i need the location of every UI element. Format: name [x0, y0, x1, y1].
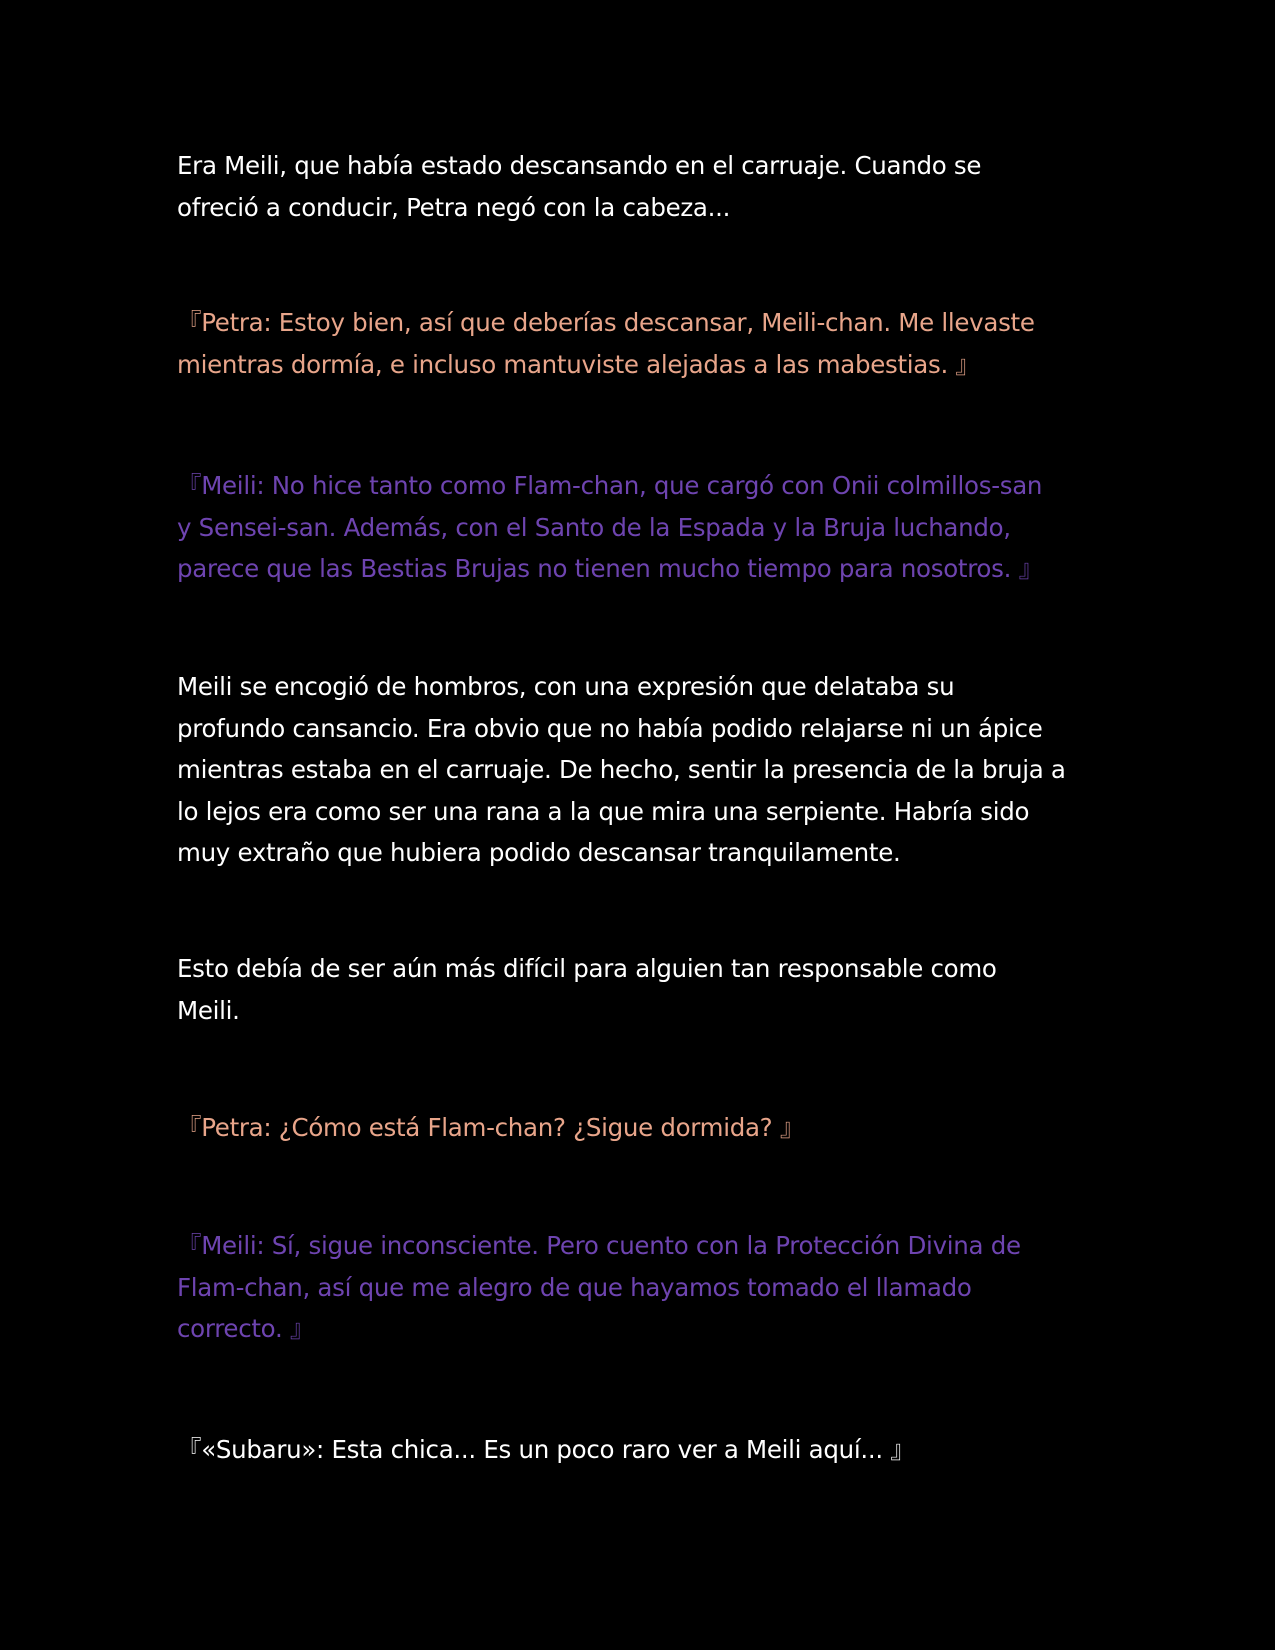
text-line: 『Meili: No hice tanto como Flam-chan, que cargó con Onii colmillos-san	[177, 471, 1043, 500]
petra-dialogue	[177, 1107, 1107, 1149]
meili-dialogue	[177, 1225, 1107, 1350]
document-page	[177, 0, 1107, 1650]
text-line: mientras dormía, e incluso mantuviste alejadas a las mabestias. 』	[177, 349, 980, 379]
narration-paragraph	[177, 666, 1107, 874]
subaru-dialogue	[177, 1429, 1107, 1471]
petra-dialogue	[177, 302, 1107, 385]
text-line: 『Petra: ¿Cómo está Flam-chan? ¿Sigue dormida? 』	[177, 1113, 805, 1142]
text-line: y Sensei-san. Además, con el Santo de la Espada y la Bruja luchando,	[177, 512, 1011, 542]
text-line: lo lejos era como ser una rana a la que mira una serpiente. Habría sido	[177, 796, 1030, 826]
text-line: 『«Subaru»: Esta chica... Es un poco raro ver a Meili aquí... 』	[177, 1435, 915, 1464]
narration-paragraph	[177, 948, 1107, 1031]
text-line: parece que las Bestias Brujas no tienen mucho tiempo para nosotros. 』	[177, 554, 1043, 583]
narration-paragraph	[177, 145, 1107, 228]
text-line: ofreció a conducir, Petra negó con la cabeza...	[177, 192, 731, 222]
text-line: Meili se encogió de hombros, con una expresión que delataba su	[177, 672, 955, 701]
text-line: correcto. 』	[177, 1314, 315, 1343]
text-line: Flam-chan, así que me alegro de que hayamos tomado el llamado	[177, 1272, 972, 1302]
text-line: muy extraño que hubiera podido descansar tranquilamente.	[177, 838, 901, 867]
text-line: profundo cansancio. Era obvio que no había podido relajarse ni un ápice	[177, 713, 1043, 743]
text-line: 『Meili: Sí, sigue inconsciente. Pero cuento con la Protección Divina de	[177, 1231, 1021, 1260]
text-line: Esto debía de ser aún más difícil para alguien tan responsable como	[177, 954, 997, 983]
text-line: 『Petra: Estoy bien, así que deberías descansar, Meili-chan. Me llevaste	[177, 308, 1035, 337]
meili-dialogue	[177, 465, 1107, 590]
text-line: Era Meili, que había estado descansando en el carruaje. Cuando se	[177, 151, 982, 180]
text-line: mientras estaba en el carruaje. De hecho, sentir la presencia de la bruja a	[177, 755, 1066, 784]
text-line: Meili.	[177, 995, 240, 1025]
